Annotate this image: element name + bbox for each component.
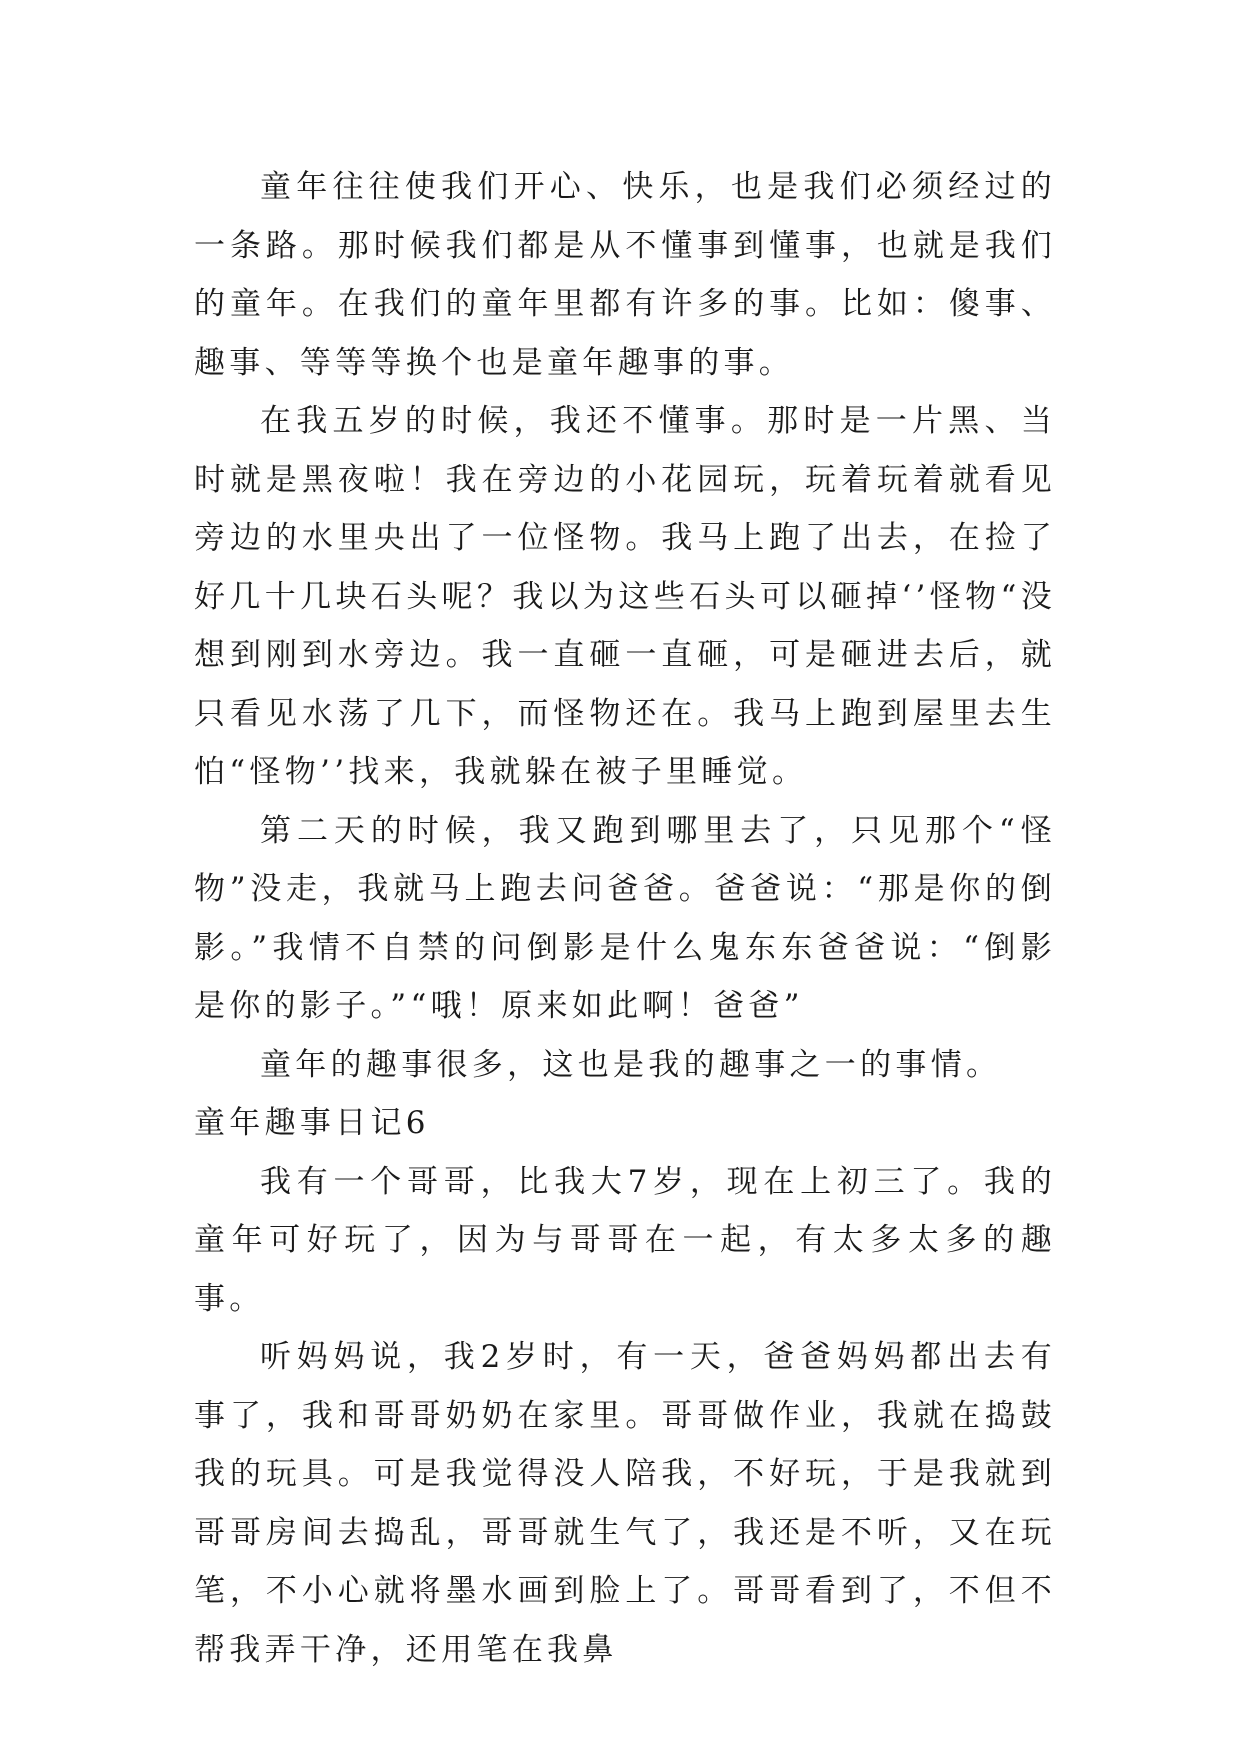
paragraph-intro: 童年往往使我们开心、快乐，也是我们必须经过的一条路。那时候我们都是从不懂事到懂事，也就是我们的童年。在我们的童年里都有许多的事。比如：傻事、趣事、等等等换个也是童年趣事的事。 [194, 169, 1056, 381]
paragraph-brother-intro: 我有一个哥哥，比我大7岁，现在上初三了。我的童年可好玩了，因为与哥哥在一起，有太多太多的趣事。 [194, 1163, 1056, 1317]
paragraph-reflection-explained: 第二天的时候，我又跑到哪里去了，只见那个“怪物”没走，我就马上跑去问爸爸。爸爸说：“那是你的倒影。”我情不自禁的问倒影是什么鬼东东爸爸说：“倒影是你的影子。”“哦！原来如此啊！爸爸” [194, 812, 1056, 1024]
section-heading: 童年趣事日记6 [194, 1105, 430, 1141]
paragraph-ink-story: 听妈妈说，我2岁时，有一天，爸爸妈妈都出去有事了，我和哥哥奶奶在家里。哥哥做作业，我就在捣鼓我的玩具。可是我觉得没人陪我，不好玩，于是我就到哥哥房间去捣乱，哥哥就生气了，我还是不听，又在玩笔，不小心就将墨水画到脸上了。哥哥看到了，不但不帮我弄干净，还用笔在我鼻 [194, 1339, 1056, 1668]
article-body [194, 158, 1056, 1679]
paragraph-monster-story: 在我五岁的时候，我还不懂事。那时是一片黑、当时就是黑夜啦！我在旁边的小花园玩，玩着玩着就看见旁边的水里央出了一位怪物。我马上跑了出去，在捡了好几十几块石头呢？我以为这些石头可以砸掉‘’怪物“没想到刚到水旁边。我一直砸一直砸，可是砸进去后，就只看见水荡了几下，而怪物还在。我马上跑到屋里去生怕“怪物’’找来，我就躲在被子里睡觉。 [194, 403, 1056, 790]
paragraph-conclusion: 童年的趣事很多，这也是我的趣事之一的事情。 [260, 1046, 1002, 1083]
